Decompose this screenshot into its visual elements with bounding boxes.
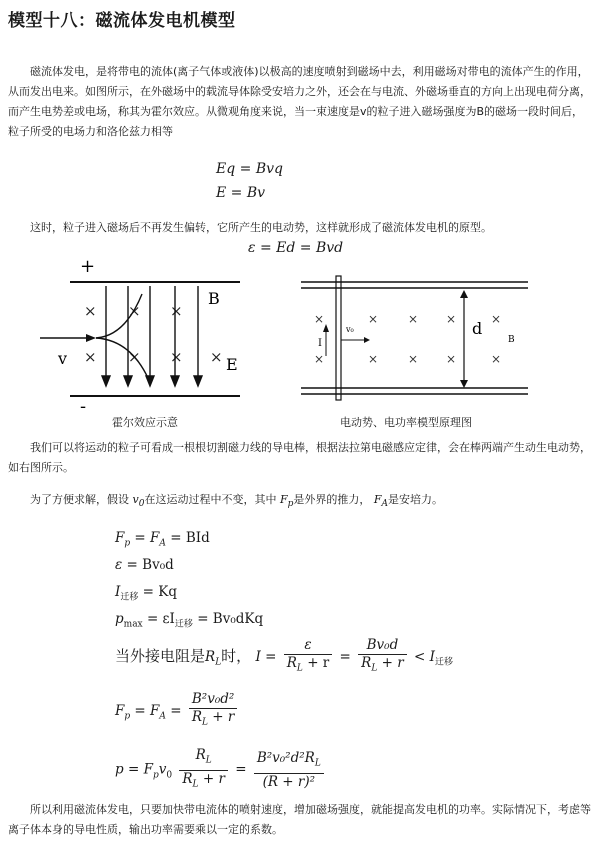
- svg-text:×: ×: [446, 352, 457, 366]
- paragraph-assumption: 为了方便求解，假设 $v_0$在这运动过程中不变，其中 $F_p$是外界的推力， $F_A$是安培力。: [30, 493, 443, 510]
- equation-force-balance: Eq = Bvq: [216, 161, 283, 177]
- svg-text:×: ×: [368, 312, 379, 326]
- math-line-force: $F_p = F_A$ = BId: [115, 530, 210, 549]
- svg-text:×: ×: [170, 348, 183, 366]
- svg-text:×: ×: [491, 312, 502, 326]
- label-I: I: [318, 338, 322, 349]
- svg-text:×: ×: [408, 312, 419, 326]
- svg-text:×: ×: [314, 312, 325, 326]
- magnetic-field-crosses: [84, 302, 223, 366]
- math-line-emf: ε = Bv₀d: [115, 557, 174, 573]
- caption-emf: 电动势、电功率模型原理图: [340, 416, 472, 429]
- svg-text:×: ×: [314, 352, 325, 366]
- plus-sign: +: [80, 256, 96, 277]
- math-line-current: $I_{迁移} = Kq$: [115, 584, 177, 603]
- svg-text:×: ×: [128, 348, 141, 366]
- paragraph-faraday: 我们可以将运动的粒子可看成一根根切割磁力线的导电棒，根据法拉第电磁感应定律，会在棒两端产生动生电动势，如右图所示。: [8, 441, 591, 474]
- svg-text:×: ×: [84, 302, 97, 320]
- math-line-force-result: $F_p = F_A$ = $\frac{\text{B²v₀d²}}{R_L + r}$: [115, 692, 240, 731]
- math-line-external-resistance: 当外接电阻是$R_L$时， I = $\frac{\varepsilon}{R_L + r}$ = $\frac{\text{Bv₀d}}{R_L + r}$ < $I_{迁移}$: [115, 637, 453, 674]
- paragraph-emf: 这时，粒子进入磁场后不再发生偏转，它所产生的电动势，这样就形成了磁流体发电机的原型。: [30, 221, 492, 234]
- math-line-power: $p_{max} = \varepsilon I_{迁移} = Bv_0dKq$: [115, 611, 264, 630]
- paragraph-intro: 磁流体发电，是将带电的流体(离子气体或液体)以极高的速度喷射到磁场中去，利用磁场对带电的流体产生的作用，从而发出电来。如图所示，在外磁场中的载流导体除受安培力之外，还会在与电流、外磁场垂直的方向上出现电荷分离，而产生电势差或电场，称其为霍尔效应。从微观角度来说，当一束速度是v的粒子进入磁场强度为B的磁场一段时间后，粒子所受的电场力和洛伦兹力相等: [8, 65, 591, 138]
- label-B-right: B: [508, 335, 515, 345]
- hall-effect-diagram: [30, 254, 280, 414]
- label-E: E: [226, 355, 238, 374]
- svg-text:×: ×: [128, 302, 141, 320]
- label-B: B: [208, 289, 220, 308]
- math-line-power-result: $p = F_pv_0$ $\frac{R_L}{R_L + r}$ = $\frac{B^2v_0^2d^2R_L}{\text{(R + r)²}}$: [115, 748, 327, 792]
- label-v: v: [58, 349, 68, 368]
- emf-model-diagram: [296, 268, 536, 408]
- equation-emf: ε = Ed = Bvd: [248, 240, 344, 256]
- svg-text:×: ×: [491, 352, 502, 366]
- label-d: d: [472, 319, 483, 338]
- conducting-rod: [336, 276, 341, 400]
- svg-text:×: ×: [446, 312, 457, 326]
- svg-text:×: ×: [84, 348, 97, 366]
- svg-text:×: ×: [170, 302, 183, 320]
- equation-field: E = Bv: [216, 185, 266, 201]
- svg-text:×: ×: [368, 352, 379, 366]
- svg-text:×: ×: [408, 352, 419, 366]
- page-title: 模型十八：磁流体发电机模型: [8, 11, 236, 31]
- field-arrows: [102, 286, 202, 386]
- minus-sign: -: [80, 396, 87, 414]
- label-v0: v₀: [346, 325, 354, 334]
- paragraph-conclusion: 所以利用磁流体发电，只要加快带电流体的喷射速度，增加磁场强度，就能提高发电机的功率。实际情况下，考虑等离子体本身的导电性质，输出功率需要乘以一定的系数。: [8, 803, 591, 836]
- svg-text:×: ×: [210, 348, 223, 366]
- caption-hall: 霍尔效应示意: [112, 416, 178, 429]
